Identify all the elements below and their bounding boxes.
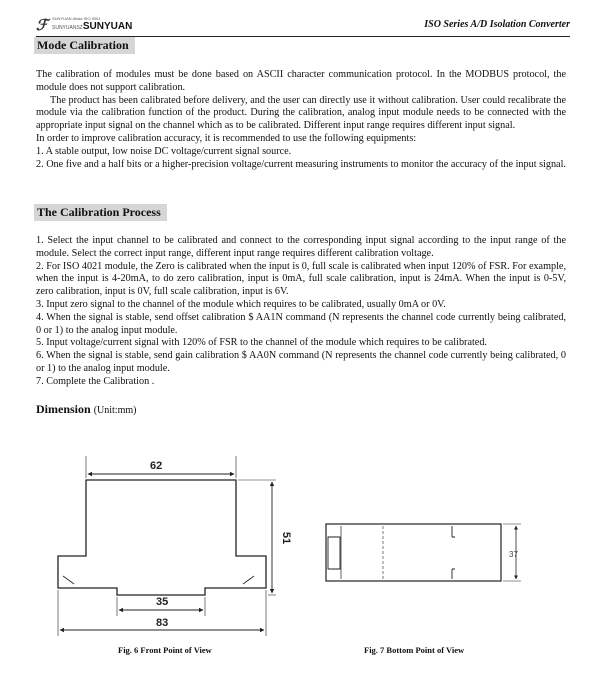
list-item: 6. When the signal is stable, send gain calibration $ AA0N command (N represents the channel code currently being calibrated, 0 or 1) to the analog input module. bbox=[36, 350, 566, 374]
figure-6-caption: Fig. 6 Front Point of View bbox=[118, 645, 212, 655]
paragraph: The calibration of modules must be done based on ASCII character communication protocol. In the MODBUS protocol, the module does not support calibration. bbox=[36, 69, 566, 93]
front-view-drawing bbox=[58, 456, 276, 636]
mode-calibration-heading: Mode Calibration bbox=[34, 37, 135, 54]
paragraph: The product has been calibrated before delivery, and the user can directly use it without calibration. User could recalibrate the module via the calibration function of the product. During the calibration, analog input module needs to be connected with the appropriate input signal on the channel which as to be calibrated. Different input range requires different input signal. bbox=[36, 94, 566, 132]
dim-label-51: 51 bbox=[280, 531, 292, 545]
list-item: 7. Complete the Calibration . bbox=[36, 375, 155, 387]
list-item: 2. For ISO 4021 module, the Zero is calibrated when the input is 0, full scale is calibrated when input 120% of FSR. For example, when the input is 4-20mA, to do zero calibration, input is 0mA, full scale calibration, input is 24mA. When the input is 0-5V, zero calibration, input is 0V, full scale calibration, input is 6V. bbox=[36, 260, 566, 298]
list-item: 3. Input zero signal to the channel of the module which requires to be calibrated, usually 0mA or 0V. bbox=[36, 298, 446, 310]
front-view-clip-detail bbox=[63, 576, 254, 584]
logo-mark-icon: ℱ bbox=[36, 17, 48, 34]
logo-small-text: SUNYUAN Ahsia ISO 9001 bbox=[52, 16, 101, 21]
list-item: 4. When the signal is stable, send offset calibration $ AA1N command (N represents the channel code currently being calibrated, 0 or 1) to the analog input module. bbox=[36, 311, 566, 336]
figure-7-caption: Fig. 7 Bottom Point of View bbox=[364, 645, 465, 655]
bottom-view-left-tab bbox=[328, 537, 340, 569]
bottom-view-outline bbox=[326, 524, 501, 581]
logo-brand-text: SUNYUAN bbox=[82, 21, 133, 32]
front-view-outline bbox=[58, 480, 266, 595]
bottom-view-right-detail bbox=[452, 526, 455, 579]
dimension-title: Dimension bbox=[36, 402, 91, 416]
bottom-view-drawing bbox=[326, 524, 521, 581]
dim-label-83: 83 bbox=[156, 617, 169, 629]
calibration-process-heading: The Calibration Process bbox=[34, 204, 167, 221]
list-item: 1. Select the input channel to be calibrated and connect to the corresponding input signal according to the input range of the module. Select the correct input range, different input range requires different calibration voltage. bbox=[36, 235, 566, 259]
paragraph: In order to improve calibration accuracy, it is recommended to use the following equipments: bbox=[36, 132, 417, 144]
dim-label-62: 62 bbox=[150, 460, 163, 472]
list-item: 1. A stable output, low noise DC voltage/current signal source. bbox=[36, 145, 292, 157]
dimension-unit: (Unit:mm) bbox=[93, 405, 137, 416]
dim-label-37: 37 bbox=[509, 550, 518, 559]
document-title: ISO Series A/D Isolation Converter bbox=[424, 19, 570, 30]
list-item: 5. Input voltage/current signal with 120% of FSR to the channel of the module which requires to be calibrated. bbox=[36, 337, 487, 349]
dim-label-35: 35 bbox=[156, 596, 169, 608]
logo-prefix: SUNYUANSZ bbox=[52, 25, 83, 31]
list-item: 2. One five and a half bits or a higher-precision voltage/current measuring instruments to monitor the accuracy of the input signal. bbox=[36, 158, 566, 170]
